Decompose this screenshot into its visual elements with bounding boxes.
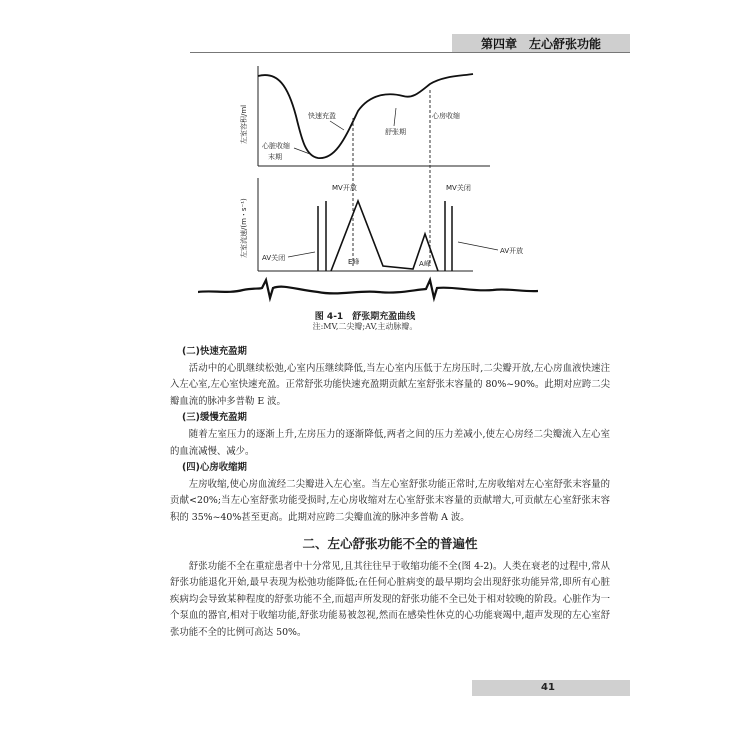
label-end-systole-2: 末期	[268, 153, 282, 161]
section-title-rapid-filling: (二)快速充盈期	[182, 346, 247, 357]
main-section-heading: 二、左心舒张功能不全的普遍性	[302, 535, 478, 551]
y-axis-label-velocity: 左室流速/(m・s⁻¹)	[240, 198, 248, 258]
section-title-slow-filling: (三)缓慢充盈期	[182, 412, 247, 424]
av-open-pointer	[458, 242, 498, 250]
diastolic-filling-figure	[198, 66, 538, 308]
label-e-peak: E峰	[348, 258, 360, 266]
diastasis-pointer	[394, 108, 396, 126]
label-atrial-contraction: 心房收缩	[432, 112, 460, 120]
page-number: 41	[541, 682, 555, 693]
chapter-header: 第四章 左心舒张功能	[452, 34, 630, 52]
label-av-open: AV开放	[500, 247, 524, 255]
section-title-atrial-contraction: (四)心房收缩期	[182, 462, 247, 474]
ecg-trace	[198, 280, 538, 298]
av-close-pointer	[288, 252, 315, 257]
figure-note: 注:MV,二尖瓣;AV,主动脉瓣。	[312, 322, 418, 331]
figure-svg	[198, 66, 538, 308]
label-rapid-filling: 快速充盈	[308, 112, 336, 120]
label-mv-open: MV开放	[332, 184, 357, 192]
y-axis-label-volume: 左室容积/ml	[240, 104, 248, 144]
section-text-slow-filling: 随着左室压力的逐渐上升,左房压力的逐渐降低,两者之间的压力差减小,使左心房经二尖瓣流入左心室的血流减慢、减少。	[170, 428, 610, 457]
label-a-peak: A峰	[419, 260, 431, 268]
label-mv-close: MV关闭	[446, 184, 471, 192]
final-paragraph: 舒张功能不全在重症患者中十分常见,且其往往早于收缩功能不全(图 4-2)。人类在衰老的过程中,常从舒张功能退化开始,最早表现为松弛功能降低;在任何心脏病变的最早期均会出现舒张功能异常,即所有心脏疾病均会导致某种程度的舒张功能不全,而超声所发现的舒张功能不全已处于相对较晚的阶段。心脏作为一个泵血的器官,相对于收缩功能,舒张功能易被忽视,然而在感染性休克的心功能衰竭中,超声发现的左心室舒张功能不全的比例可高达 50%。	[170, 560, 610, 638]
rapid-filling-pointer	[330, 121, 344, 130]
header-rule	[190, 52, 630, 53]
body-content	[170, 344, 610, 642]
figure-caption: 图 4-1 舒张期充盈曲线	[314, 312, 416, 322]
section-text-rapid-filling: 活动中的心肌继续松弛,心室内压继续降低,当左心室内压低于左房压时,二尖瓣开放,左心房血液快速注入左心室,左心室快速充盈。正常舒张功能快速充盈期贡献左室舒张末容量的 80%~90%。此期对应跨二尖瓣血流的脉冲多普勒 E 波。	[170, 362, 610, 407]
label-diastasis: 舒张期	[385, 128, 406, 136]
section-text-atrial-contraction: 左房收缩,使心房血流经二尖瓣进入左心室。当左心室舒张功能正常时,左房收缩对左心室舒张末容量的贡献<20%;当左心室舒张功能受损时,左心房收缩对左心室舒张末容量的贡献增大,可贡献左心室舒张末容积的 35%~40%甚至更高。此期对应跨二尖瓣血流的脉冲多普勒 A 波。	[170, 478, 610, 523]
label-av-close: AV关闭	[262, 254, 286, 262]
label-end-systole-1: 心脏收缩	[262, 142, 290, 150]
